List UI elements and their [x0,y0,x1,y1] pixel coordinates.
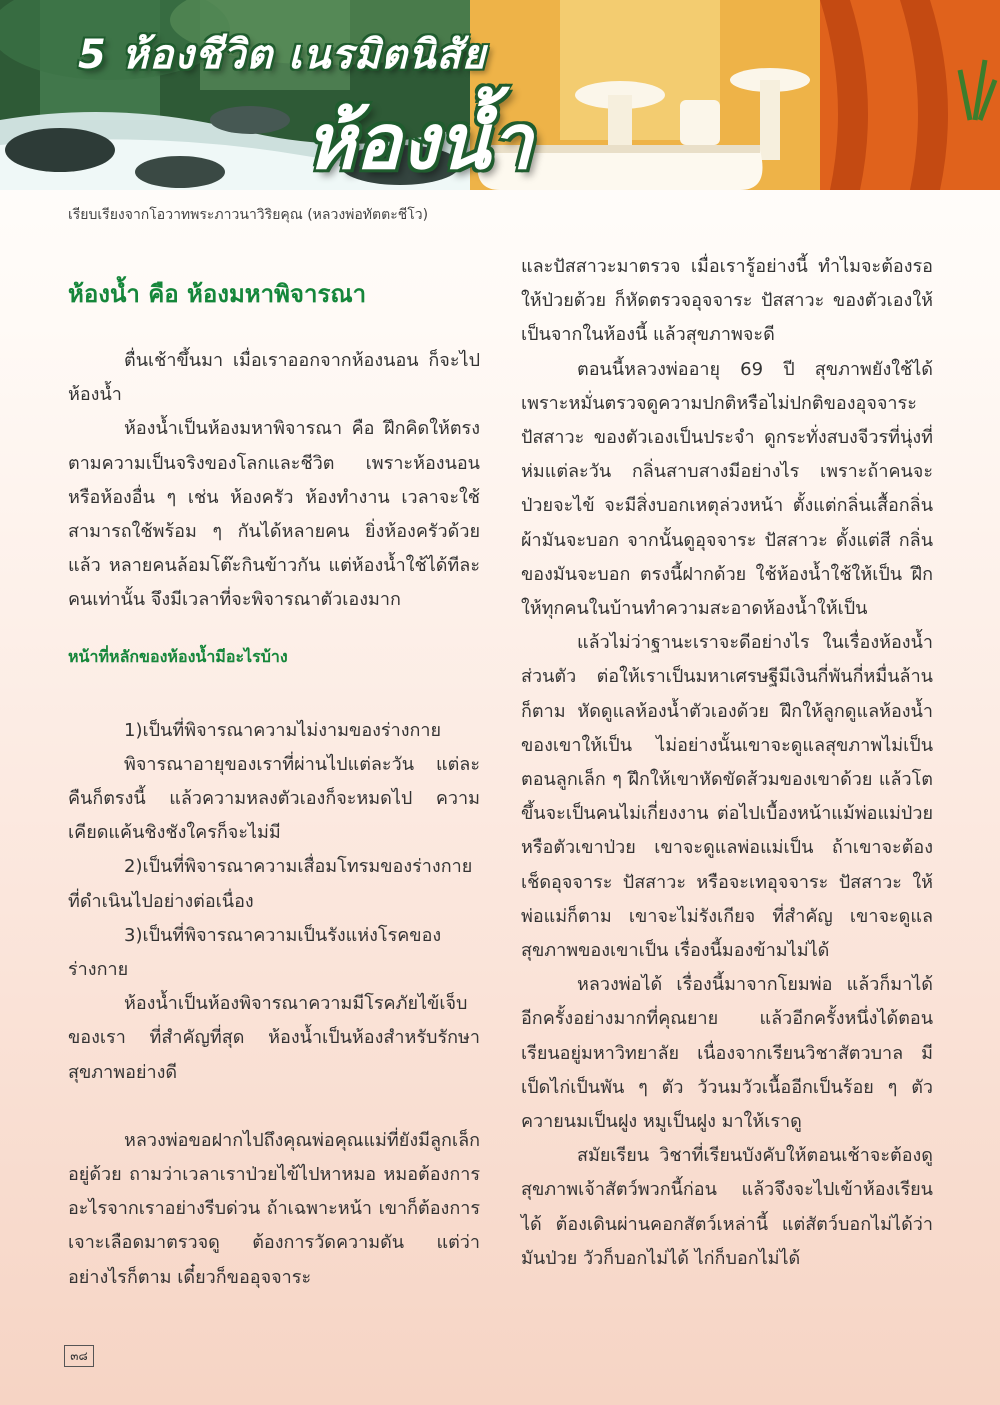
spacer [68,1090,480,1124]
paragraph: ตื่นเช้าขึ้นมา เมื่อเราออกจากห้องนอน ก็จะไปห้องน้ำ [68,350,480,406]
page-number: ๓๘ [64,1345,94,1367]
paragraph: ห้องน้ำเป็นห้องพิจารณาความมีโรคภัยไข้เจ็บของเรา ที่สำคัญที่สุด ห้องน้ำเป็นห้องสำหรับรักษาสุขภาพอย่างดี [68,993,480,1083]
banner-title-line2: ห้องน้ำ [305,97,533,186]
paragraph: ห้องน้ำเป็นห้องมหาพิจารณา คือ ฝึกคิดให้ตรงตามความเป็นจริงของโลกและชีวิต เพราะห้องนอนหรือห้องอื่น ๆ เช่น ห้องครัว ห้องทำงาน เวลาจะใช้ สามารถใช้พร้อม ๆ กันได้หลายคน ยิ่งห้องครัวด้วยแล้ว หลายคนล้อมโต๊ะกินข้าวกัน แต่ห้องน้ำใช้ได้ทีละคนเท่านั้น จึงมีเวลาที่จะพิจารณาตัวเองมาก [68,418,480,611]
right-column [521,250,933,1276]
subheading: หน้าที่หลักของห้องน้ำมีอะไรบ้าง [68,646,288,666]
rock [5,128,115,172]
paragraph: สมัยเรียน วิชาที่เรียนบังคับให้ตอนเช้าจะต้องดูสุขภาพเจ้าสัตว์พวกนี้ก่อน แล้วจึงจะไปเข้าห้องเรียนได้ ต้องเดินผ่านคอกสัตว์เหล่านี้ แต่สัตว์บอกไม่ได้ว่ามันป่วย วัวก็บอกไม่ได้ ไก่ก็บอกไม่ได้ [521,1145,933,1269]
author-credit: เรียบเรียงจากโอวาทพระภาวนาวิริยคุณ (หลวงพ่อทัตตะชีโว) [68,207,429,223]
list-item: 3)เป็นที่พิจารณาความเป็นรังแห่งโรคของร่างกาย [68,924,442,981]
paragraph: ตอนนี้หลวงพ่ออายุ 69 ปี สุขภาพยังใช้ได้ เพราะหมั่นตรวจดูความปกติหรือไม่ปกติของอุจจาระ ปัสสาวะ ของตัวเองเป็นประจำ ดูกระทั่งสบงจีวรที่นุ่งที่ห่มแต่ละวัน กลิ่นสาบสางมีอย่างไร เพราะถ้าคนจะป่วยจะไข้ จะมีสิ่งบอกเหตุล่วงหน้า ตั้งแต่กลิ่นเสื้อกลิ่นผ้ามันจะบอก จากนั้นดูอุจจาระ ปัสสาวะ ดั้งแต่สี กลิ่น ของมันจะบอก ตรงนี้ฝากด้วย ใช้ห้องน้ำใช้ให้เป็น ฝึกให้ทุกคนในบ้านทำความสะอาดห้องน้ำให้เป็น [521,358,933,620]
left-column [68,250,480,1295]
paragraph: แล้วไม่ว่าฐานะเราจะดีอย่างไร ในเรื่องห้องน้ำส่วนตัว ต่อให้เราเป็นมหาเศรษฐีมีเงินกี่พันกี่หมื่นล้านก็ตาม หัดดูแลห้องน้ำตัวเองด้วย ฝึกให้ลูกดูแลห้องน้ำของเขาให้เป็น ไม่อย่างนั้นเขาจะดูแลสุขภาพไม่เป็น ตอนลูกเล็ก ๆ ฝึกให้เขาหัดขัดส้วมของเขาด้วย แล้วโตขึ้นจะเป็นคนไม่เกี่ยงงาน ต่อไปเบื้องหน้าแม้พ่อแม่ป่วย หรือตัวเขาป่วย เขาจะดูแลพ่อแม่เป็น ถ้าเขาจะต้องเช็ดอุจจาระ ปัสสาวะ หรือจะเทอุจจาระ ปัสสาวะ ให้พ่อแม่ก็ตาม เขาจะไม่รังเกียจ ที่สำคัญ เขาจะดูแลสุขภาพของเขาเป็น เรื่องนี้มองข้ามไม่ได้ [521,632,933,962]
list-item: 1)เป็นที่พิจารณาความไม่งามของร่างกาย [124,719,442,741]
header-banner [0,0,1000,190]
toilet [680,100,720,145]
paragraph: หลวงพ่อได้ เรื่องนี้มาจากโยมพ่อ แล้วก็มาได้อีกครั้งอย่างมากที่คุณยาย แล้วอีกครั้งหนึ่งได้ตอนเรียนอยู่มหาวิทยาลัย เนื่องจากเรียนวิชาสัตวบาล มีเป็ดไก่เป็นพัน ๆ ตัว วัวนมวัวเนื้ออีกเป็นร้อย ๆ ตัว ควายนมเป็นฝูง หมูเป็นฝูง มาให้เราดู [521,974,933,1133]
section-heading: ห้องน้ำ คือ ห้องมหาพิจารณา [68,280,367,308]
paragraph: พิจารณาอายุของเราที่ผ่านไปแต่ละวัน แต่ละคืนก็ตรงนี้ แล้วความหลงตัวเองก็จะหมดไป ความเคียดแค้นชิงชังใครก็จะไม่มี [68,753,480,844]
list-item: 2)เป็นที่พิจารณาความเสื่อมโทรมของร่างกายที่ดำเนินไปอย่างต่อเนื่อง [68,856,473,912]
paragraph: หลวงพ่อขอฝากไปถึงคุณพ่อคุณแม่ที่ยังมีลูกเล็กอยู่ด้วย ถามว่าเวลาเราป่วยไข้ไปหาหมอ หมอต้องการอะไรจากเราอย่างรีบด่วน ถ้าเฉพาะหน้า เขาก็ต้องการเจาะเลือดมาตรวจดู ต้องการวัดความดัน แต่ว่าอย่างไรก็ตาม เดี๋ยวก็ขออุจจาระ [68,1129,481,1288]
banner-title-line1: 5 ห้องชีวิต เนรมิตนิสัย [78,32,487,78]
paragraph: และปัสสาวะมาตรวจ เมื่อเรารู้อย่างนี้ ทำไมจะต้องรอให้ป่วยด้วย ก็หัดตรวจอุจจาระ ปัสสาวะ ของตัวเองให้เป็นจากในห้องนี้ แล้วสุขภาพจะดี [521,256,933,346]
